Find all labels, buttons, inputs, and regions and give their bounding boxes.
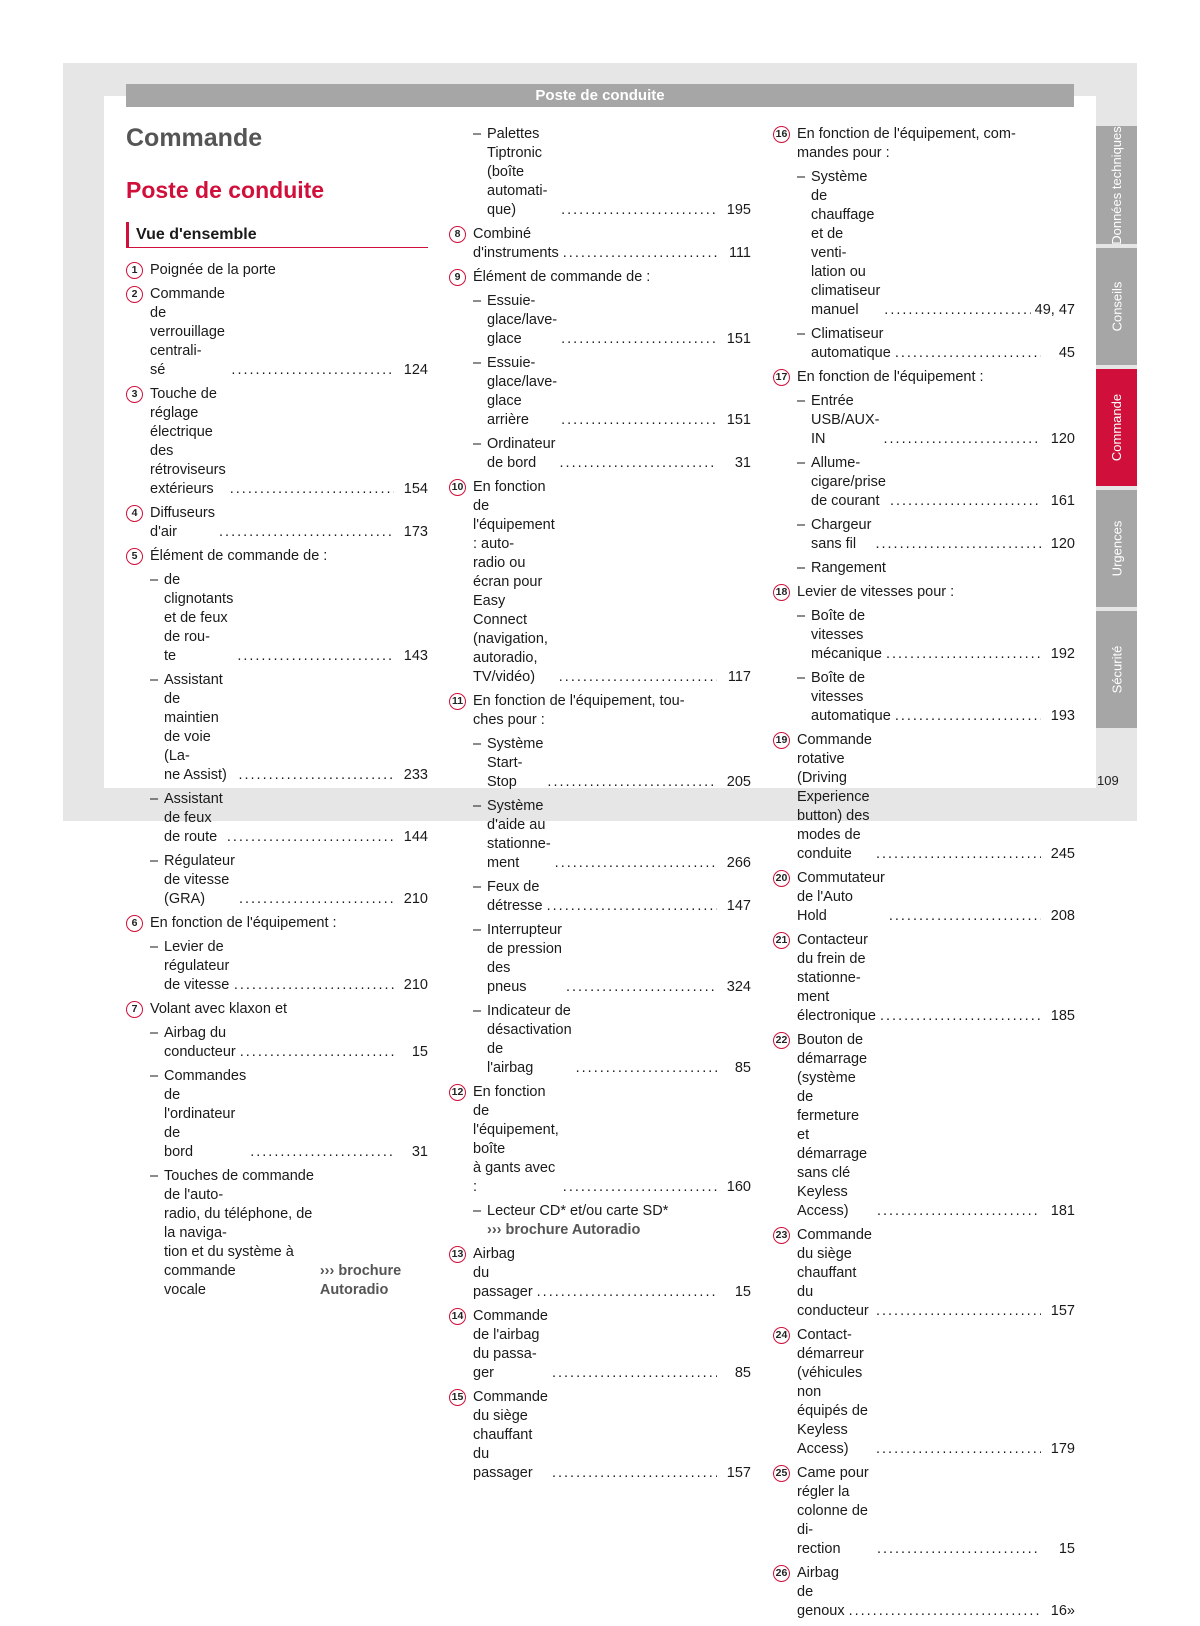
leader-dots: [884, 301, 1030, 320]
leader-dots: [552, 1364, 717, 1383]
brochure-reference[interactable]: ››› brochure Autoradio: [487, 1222, 641, 1238]
leader-dots: [240, 1043, 394, 1062]
list-item: [449, 292, 751, 349]
item-label: Commutateur de l'Auto Hold: [797, 870, 885, 924]
chapter-title: Commande: [126, 124, 263, 152]
item-number-badge: 25: [773, 1465, 790, 1482]
list-item: [126, 790, 428, 847]
item-label: Diffuseurs d'air: [150, 505, 216, 540]
page-reference[interactable]: 179: [1050, 1441, 1075, 1457]
list-item: [126, 1167, 428, 1300]
leader-dots: [250, 1143, 394, 1162]
list-item: [126, 504, 428, 542]
sub-item-dash: –: [473, 293, 482, 309]
list-item: [126, 938, 428, 995]
tab-commande[interactable]: Commande: [1096, 369, 1137, 486]
item-label: Élément de commande de :: [150, 548, 328, 564]
item-label: Rangement: [811, 560, 886, 576]
leader-dots: [237, 647, 394, 666]
item-label: Assistant de maintien de voie (La- ne Assist): [164, 672, 227, 783]
item-number-badge: 1: [126, 262, 143, 279]
item-number-badge: 20: [773, 870, 790, 887]
item-label: Système d'aide au stationne- ment: [487, 798, 551, 871]
leader-dots: [876, 1440, 1041, 1459]
item-number-badge: 14: [449, 1308, 466, 1325]
item-number-badge: 3: [126, 386, 143, 403]
item-label: Élément de commande de :: [473, 269, 651, 285]
page-reference[interactable]: 143: [403, 648, 428, 664]
item-label: Indicateur de désactivation de l'airbag: [487, 1003, 572, 1076]
tab-donnees-techniques[interactable]: Données techniques: [1096, 126, 1137, 244]
item-label: Essuie-glace/lave-glace: [487, 293, 558, 347]
page-reference[interactable]: 49, 47: [1034, 302, 1075, 318]
item-number-badge: 15: [449, 1389, 466, 1406]
item-number-badge: 16: [773, 126, 790, 143]
item-label: Climatiseur automatique: [811, 326, 891, 361]
list-item: [773, 325, 1075, 363]
item-number-badge: 6: [126, 915, 143, 932]
page-reference[interactable]: 15: [411, 1044, 428, 1060]
list-item: [126, 852, 428, 909]
brochure-reference[interactable]: ››› brochure Autoradio: [319, 1263, 402, 1298]
leader-dots: [563, 244, 717, 263]
leader-dots: [561, 330, 717, 349]
item-label: Volant avec klaxon et: [150, 1001, 288, 1017]
list-item: [773, 1326, 1075, 1459]
list-item: [773, 1564, 1075, 1621]
sub-item-dash: –: [473, 1003, 482, 1019]
leader-dots: [230, 480, 394, 499]
list-item: [449, 435, 751, 473]
sub-item-dash: –: [150, 1025, 159, 1041]
column-2: [449, 125, 751, 1488]
page-reference[interactable]: 111: [728, 245, 751, 261]
item-label: Commandes de l'ordinateur de bord: [164, 1068, 247, 1160]
list-item: [773, 731, 1075, 864]
item-number-badge: 13: [449, 1246, 466, 1263]
leader-dots: [560, 454, 717, 473]
page-reference[interactable]: 208: [1050, 908, 1075, 924]
page-reference[interactable]: 45: [1058, 345, 1075, 361]
list-item: [773, 1464, 1075, 1559]
list-item: [773, 125, 1075, 163]
page-reference[interactable]: 31: [411, 1144, 428, 1160]
list-item: [773, 454, 1075, 511]
list-item: [773, 669, 1075, 726]
leader-dots: [219, 523, 394, 542]
list-item: [126, 1024, 428, 1062]
item-label: Airbag du passager: [473, 1246, 533, 1300]
leader-dots: [561, 411, 717, 430]
column-1: [126, 261, 428, 1305]
page-number: 109: [1097, 773, 1119, 788]
sub-item-dash: –: [473, 798, 482, 814]
list-item: [126, 914, 428, 933]
item-label: Feux de détresse: [487, 879, 543, 914]
item-number-badge: 9: [449, 269, 466, 286]
list-item: [449, 1307, 751, 1383]
list-item: [126, 571, 428, 666]
leader-dots: [555, 854, 717, 873]
item-number-badge: 24: [773, 1327, 790, 1344]
sub-item-dash: –: [150, 1168, 159, 1184]
item-label: Lecteur CD* et/ou carte SD*: [487, 1203, 669, 1219]
sub-item-dash: –: [473, 922, 482, 938]
page-reference[interactable]: 124: [403, 362, 428, 378]
item-label: Essuie-glace/lave-glace arrière: [487, 355, 558, 428]
item-number-badge: 19: [773, 732, 790, 749]
page-reference[interactable]: 120: [1050, 536, 1075, 552]
item-number-badge: 7: [126, 1001, 143, 1018]
page-reference[interactable]: 144: [403, 829, 428, 845]
page-reference[interactable]: 205: [726, 774, 751, 790]
list-item: [126, 671, 428, 785]
item-label: Palettes Tiptronic (boîte automati- que): [487, 126, 548, 218]
page-reference[interactable]: 151: [726, 412, 751, 428]
list-item: [449, 735, 751, 792]
page-reference[interactable]: 147: [726, 898, 751, 914]
sub-item-dash: –: [473, 879, 482, 895]
list-item: [773, 931, 1075, 1026]
item-number-badge: 2: [126, 286, 143, 303]
list-item: [773, 516, 1075, 554]
item-label: Système de chauffage et de venti- lation ou climatiseur manuel: [811, 169, 881, 318]
sub-item-dash: –: [797, 393, 806, 409]
sub-item-dash: –: [797, 517, 806, 533]
item-number-badge: 21: [773, 932, 790, 949]
leader-dots: [886, 645, 1041, 664]
tab-conseils[interactable]: Conseils: [1096, 248, 1137, 365]
list-item: [126, 285, 428, 380]
item-number-badge: 26: [773, 1565, 790, 1582]
item-label: Touches de commande de l'auto- radio, du téléphone, de la naviga- tion et du système à commande vocale: [164, 1168, 314, 1298]
page-reference[interactable]: 16»: [1050, 1603, 1075, 1619]
list-item: [449, 478, 751, 687]
sub-item-dash: –: [150, 1068, 159, 1084]
page-reference[interactable]: 31: [734, 455, 751, 471]
item-label: Contacteur du frein de stationne- ment électronique: [797, 932, 876, 1024]
item-label: Chargeur sans fil: [811, 517, 872, 552]
page-reference[interactable]: 324: [726, 979, 751, 995]
leader-dots: [227, 828, 394, 847]
item-number-badge: 8: [449, 226, 466, 243]
item-label: Airbag du conducteur: [164, 1025, 236, 1060]
sub-item-dash: –: [797, 670, 806, 686]
list-item: [126, 547, 428, 566]
sub-item-dash: –: [150, 572, 159, 588]
leader-dots: [552, 1464, 717, 1483]
list-item: [773, 392, 1075, 449]
item-number-badge: 17: [773, 369, 790, 386]
leader-dots: [895, 707, 1041, 726]
item-number-badge: 22: [773, 1032, 790, 1049]
list-item: [773, 1226, 1075, 1321]
item-label: Assistant de feux de route: [164, 791, 223, 845]
item-label: En fonction de l'équipement, tou- ches pour :: [473, 693, 685, 728]
list-item: [449, 1388, 751, 1483]
page-reference[interactable]: 157: [726, 1465, 751, 1481]
list-item: [126, 1067, 428, 1162]
item-label: Entrée USB/AUX-IN: [811, 393, 880, 447]
leader-dots: [547, 773, 717, 792]
leader-dots: [238, 766, 394, 785]
sub-item-dash: –: [797, 608, 806, 624]
sub-item-dash: –: [797, 326, 806, 342]
list-item: [449, 1002, 751, 1078]
leader-dots: [231, 361, 394, 380]
sub-item-dash: –: [473, 736, 482, 752]
item-label: Boîte de vitesses mécanique: [811, 608, 882, 662]
list-item: [449, 1245, 751, 1302]
item-number-badge: 12: [449, 1084, 466, 1101]
page-reference[interactable]: 151: [726, 331, 751, 347]
page-reference[interactable]: 157: [1050, 1303, 1075, 1319]
item-number-badge: 11: [449, 693, 466, 710]
item-label: Commande du siège chauffant du passager: [473, 1389, 548, 1481]
item-label: Régulateur de vitesse (GRA): [164, 853, 235, 907]
item-number-badge: 4: [126, 505, 143, 522]
page-reference[interactable]: 210: [403, 891, 428, 907]
item-number-badge: 10: [449, 479, 466, 496]
item-label: Interrupteur de pression des pneus: [487, 922, 562, 995]
leader-dots: [889, 907, 1041, 926]
tab-securite[interactable]: Sécurité: [1096, 611, 1137, 728]
leader-dots: [563, 1178, 717, 1197]
list-item: [449, 692, 751, 730]
sub-item-dash: –: [473, 436, 482, 452]
list-item: [126, 385, 428, 499]
page-reference[interactable]: 193: [1050, 708, 1075, 724]
page-reference[interactable]: 192: [1050, 646, 1075, 662]
page-reference[interactable]: 15: [734, 1284, 751, 1300]
item-label: En fonction de l'équipement, boîte à gants avec :: [473, 1084, 559, 1195]
column-3: [773, 125, 1075, 1626]
leader-dots: [876, 845, 1041, 864]
list-item: [773, 583, 1075, 602]
item-label: de clignotants et de feux de rou- te: [164, 572, 234, 664]
item-label: Levier de vitesses pour :: [797, 584, 955, 600]
leader-dots: [239, 890, 394, 909]
item-label: Commande de l'airbag du passa- ger: [473, 1308, 548, 1381]
section-title: Poste de conduite: [126, 177, 325, 203]
running-header: Poste de conduite: [126, 84, 1074, 107]
page-reference[interactable]: 160: [726, 1179, 751, 1195]
list-item: [449, 1083, 751, 1197]
page-reference[interactable]: 85: [734, 1365, 751, 1381]
page-reference[interactable]: 195: [726, 202, 751, 218]
item-label: Commande rotative (Driving Experience button) des modes de conduite: [797, 732, 872, 862]
tab-urgences[interactable]: Urgences: [1096, 490, 1137, 607]
sub-item-dash: –: [150, 853, 159, 869]
leader-dots: [547, 897, 717, 916]
leader-dots: [537, 1283, 717, 1302]
item-number-badge: 18: [773, 584, 790, 601]
item-number-badge: 23: [773, 1227, 790, 1244]
sub-item-dash: –: [797, 560, 806, 576]
list-item: [449, 1202, 751, 1221]
page-reference[interactable]: 210: [403, 977, 428, 993]
leader-dots: [566, 978, 717, 997]
leader-dots: [849, 1602, 1041, 1621]
item-label: Allume-cigare/prise de courant: [811, 455, 886, 509]
list-item: [449, 125, 751, 220]
item-label: Commande du siège chauffant du conducteur: [797, 1227, 872, 1319]
leader-dots: [884, 430, 1042, 449]
item-label: En fonction de l'équipement :: [797, 369, 984, 385]
list-item: [773, 607, 1075, 664]
item-label: En fonction de l'équipement :: [150, 915, 337, 931]
item-label: Contact-démarreur (véhicules non équipés de Keyless Access): [797, 1327, 868, 1457]
list-item: [126, 261, 428, 280]
list-item: [773, 559, 1075, 578]
list-item: [449, 797, 751, 873]
leader-dots: [561, 201, 717, 220]
item-label: Came pour régler la colonne de di- rection: [797, 1465, 869, 1557]
page-reference[interactable]: 245: [1050, 846, 1075, 862]
sub-item-dash: –: [473, 1203, 482, 1219]
sub-item-dash: –: [150, 672, 159, 688]
subsection-title: Vue d'ensemble: [126, 222, 428, 248]
leader-dots: [895, 344, 1041, 363]
sub-item-dash: –: [150, 791, 159, 807]
page-reference[interactable]: 120: [1050, 431, 1075, 447]
page-reference[interactable]: 185: [1050, 1008, 1075, 1024]
list-item: [449, 268, 751, 287]
item-label: Touche de réglage électrique des rétroviseurs extérieurs: [150, 386, 226, 497]
list-item: [449, 921, 751, 997]
page-reference[interactable]: 173: [403, 524, 428, 540]
item-label: En fonction de l'équipement : auto- radio ou écran pour Easy Connect (navigation, autoradio, TV/vidéo): [473, 479, 555, 685]
page-reference[interactable]: 181: [1050, 1203, 1075, 1219]
leader-dots: [877, 1540, 1041, 1559]
item-label: Airbag de genoux: [797, 1565, 845, 1619]
leader-dots: [875, 535, 1041, 554]
page-reference[interactable]: 154: [403, 481, 428, 497]
item-label: Boîte de vitesses automatique: [811, 670, 891, 724]
sub-item-dash: –: [473, 355, 482, 371]
list-item: [773, 1031, 1075, 1221]
leader-dots: [880, 1007, 1041, 1026]
list-item: [773, 168, 1075, 320]
leader-dots: [559, 668, 717, 687]
list-item: [773, 368, 1075, 387]
leader-dots: [576, 1059, 717, 1078]
leader-dots: [234, 976, 394, 995]
sub-item-dash: –: [797, 169, 806, 185]
item-label: Système Start-Stop: [487, 736, 544, 790]
item-label: Commande de verrouillage centrali- sé: [150, 286, 225, 378]
leader-dots: [877, 1202, 1041, 1221]
page-reference[interactable]: 117: [727, 669, 751, 685]
list-item: [773, 869, 1075, 926]
sub-item-dash: –: [473, 126, 482, 142]
page-reference[interactable]: 15: [1058, 1541, 1075, 1557]
brochure-line: [449, 1221, 751, 1240]
page-reference[interactable]: 85: [734, 1060, 751, 1076]
item-label: En fonction de l'équipement, com- mandes pour :: [797, 126, 1016, 161]
page-reference[interactable]: 266: [726, 855, 751, 871]
item-number-badge: 5: [126, 548, 143, 565]
page-reference[interactable]: 161: [1050, 493, 1075, 509]
leader-dots: [890, 492, 1041, 511]
leader-dots: [876, 1302, 1041, 1321]
item-label: Bouton de démarrage (système de fermeture et démarrage sans clé Keyless Access): [797, 1032, 868, 1219]
list-item: [449, 354, 751, 430]
item-label: Poignée de la porte: [150, 262, 276, 278]
item-label: Levier de régulateur de vitesse: [164, 939, 230, 993]
sub-item-dash: –: [150, 939, 159, 955]
list-item: [126, 1000, 428, 1019]
sub-item-dash: –: [797, 455, 806, 471]
item-label: Ordinateur de bord: [487, 436, 556, 471]
item-label: Combiné d'instruments: [473, 226, 559, 261]
page-reference[interactable]: 233: [403, 767, 428, 783]
list-item: [449, 225, 751, 263]
